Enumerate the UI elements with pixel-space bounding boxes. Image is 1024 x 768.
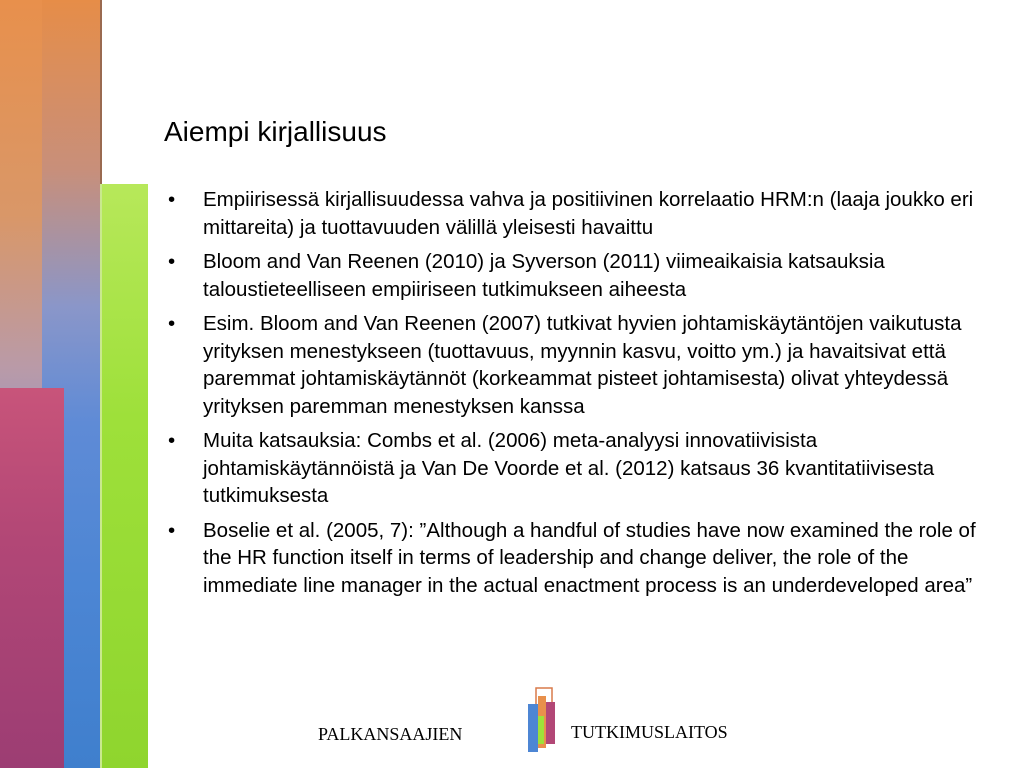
slide-title: Aiempi kirjallisuus: [164, 116, 387, 147]
bullet-marker: •: [168, 312, 176, 335]
bullet-item: [166, 517, 996, 600]
bullet-marker: •: [168, 250, 176, 273]
bullet-item: [166, 310, 996, 420]
institute-logo-icon: [522, 686, 562, 756]
bullet-text: Boselie et al. (2005, 7): ”Although a handful of studies have now examined the role of the HR function itself in terms of leadership and change deliver, the role of the immediate line manager in the actual enactment process is an underdeveloped area”: [203, 518, 976, 597]
bullet-text: Bloom and Van Reenen (2010) ja Syverson (2011) viimeaikaisia katsauksia taloustieteelliseen empiiriseen tutkimukseen aiheesta: [203, 250, 885, 301]
bullet-marker: •: [168, 429, 176, 452]
bar-divider: [100, 0, 102, 184]
footer-left-text: PALKANSAAJIEN: [318, 724, 463, 744]
footer-right-text: TUTKIMUSLAITOS: [571, 722, 728, 742]
bullet-text: Muita katsauksia: Combs et al. (2006) meta-analyysi innovatiivisista johtamiskäytännöistä ja Van De Voorde et al. (2012) katsaus 36 kvantitatiivisesta tutkimuksesta: [203, 429, 935, 507]
magenta-bar: [0, 388, 64, 768]
green-bar: [102, 184, 148, 768]
bullet-item: [166, 186, 996, 241]
bullet-item: [166, 427, 996, 510]
bullet-text: Empiirisessä kirjallisuudessa vahva ja positiivinen korrelaatio HRM:n (laaja joukko eri mittareita) ja tuottavuuden välillä yleisesti havaittu: [203, 188, 974, 239]
bullet-marker: •: [168, 188, 176, 211]
bullet-text: Esim. Bloom and Van Reenen (2007) tutkivat hyvien johtamiskäytäntöjen vaikutusta yrityksen menestykseen (tuottavuus, myynnin kasvu, voitto ym.) ja havaitsivat että paremmat johtamiskäytännöt (korkeammat pisteet johtamisesta) olivat yhteydessä yrityksen paremman menestyksen kanssa: [203, 312, 962, 418]
decorative-color-bars: [0, 0, 160, 768]
bullet-item: [166, 248, 996, 303]
bullet-list: [166, 186, 996, 606]
bullet-marker: •: [168, 518, 176, 542]
